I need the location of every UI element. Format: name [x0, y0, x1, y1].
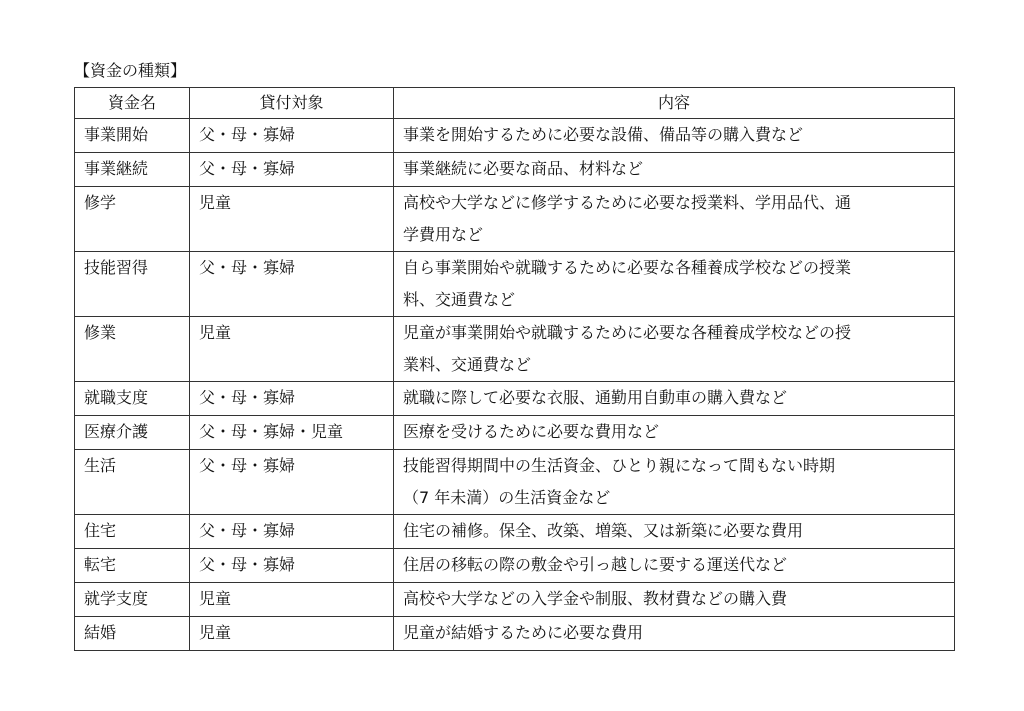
content-line: 技能習得期間中の生活資金、ひとり親になって間もない時期: [403, 456, 836, 475]
fund-name-cell: 住宅: [75, 515, 190, 549]
table-row: [75, 153, 955, 187]
fund-name-cell: 事業開始: [75, 119, 190, 153]
table-row: [75, 617, 955, 651]
fund-name-cell: 技能習得: [75, 252, 190, 317]
fund-types-table: [74, 87, 955, 651]
table-row: [75, 317, 955, 382]
fund-name-cell: 就学支度: [75, 583, 190, 617]
table-row: [75, 382, 955, 416]
table-row: [75, 549, 955, 583]
fund-name-cell: 転宅: [75, 549, 190, 583]
loan-target-cell: 児童: [190, 187, 394, 252]
fund-name-cell: 修学: [75, 187, 190, 252]
content-line: 住居の移転の際の敷金や引っ越しに要する運送代など: [403, 555, 788, 574]
fund-name-cell: 生活: [75, 450, 190, 515]
content-cell: [394, 416, 955, 450]
content-cell: [394, 617, 955, 651]
loan-target-cell: 父・母・寡婦: [190, 119, 394, 153]
content-cell: [394, 382, 955, 416]
loan-target-cell: 父・母・寡婦: [190, 450, 394, 515]
table-row: [75, 416, 955, 450]
header-fund-name: 資金名: [75, 88, 190, 119]
table-row: [75, 583, 955, 617]
loan-target-cell: 父・母・寡婦: [190, 549, 394, 583]
content-cell: [394, 119, 955, 153]
content-cell: [394, 317, 955, 382]
content-line: （7 年未満）の生活資金など: [403, 488, 611, 507]
fund-name-cell: 医療介護: [75, 416, 190, 450]
content-line: 業料、交通費など: [403, 355, 532, 374]
table-body: [75, 119, 955, 651]
table-row: [75, 252, 955, 317]
content-cell: [394, 549, 955, 583]
table-row: [75, 119, 955, 153]
content-line: 児童が事業開始や就職するために必要な各種養成学校などの授: [403, 323, 852, 342]
content-line: 高校や大学などに修学するために必要な授業料、学用品代、通: [403, 193, 852, 212]
loan-target-cell: 父・母・寡婦: [190, 252, 394, 317]
content-line: 自ら事業開始や就職するために必要な各種養成学校などの授業: [403, 258, 852, 277]
content-cell: [394, 450, 955, 515]
loan-target-cell: 父・母・寡婦: [190, 515, 394, 549]
content-line: 事業継続に必要な商品、材料など: [403, 159, 644, 178]
loan-target-cell: 父・母・寡婦・児童: [190, 416, 394, 450]
content-line: 住宅の補修。保全、改築、増築、又は新築に必要な費用: [403, 521, 804, 540]
content-cell: [394, 583, 955, 617]
content-line: 就職に際して必要な衣服、通勤用自動車の購入費など: [403, 388, 788, 407]
content-line: 学費用など: [403, 225, 484, 244]
header-content: 内容: [394, 88, 955, 119]
header-loan-target: 貸付対象: [190, 88, 394, 119]
content-cell: [394, 252, 955, 317]
content-line: 事業を開始するために必要な設備、備品等の購入費など: [403, 125, 804, 144]
content-cell: [394, 515, 955, 549]
loan-target-cell: 児童: [190, 317, 394, 382]
loan-target-cell: 児童: [190, 583, 394, 617]
table-row: [75, 187, 955, 252]
document-title: 【資金の種類】: [74, 61, 187, 80]
content-cell: [394, 187, 955, 252]
loan-target-cell: 児童: [190, 617, 394, 651]
fund-name-cell: 事業継続: [75, 153, 190, 187]
loan-target-cell: 父・母・寡婦: [190, 382, 394, 416]
content-line: 高校や大学などの入学金や制服、教材費などの購入費: [403, 589, 788, 608]
fund-name-cell: 結婚: [75, 617, 190, 651]
table-row: [75, 450, 955, 515]
fund-name-cell: 就職支度: [75, 382, 190, 416]
loan-target-cell: 父・母・寡婦: [190, 153, 394, 187]
table-header-row: [75, 88, 955, 119]
content-line: 料、交通費など: [403, 290, 516, 309]
content-cell: [394, 153, 955, 187]
fund-name-cell: 修業: [75, 317, 190, 382]
content-line: 児童が結婚するために必要な費用: [403, 623, 644, 642]
table-row: [75, 515, 955, 549]
content-line: 医療を受けるために必要な費用など: [403, 422, 660, 441]
